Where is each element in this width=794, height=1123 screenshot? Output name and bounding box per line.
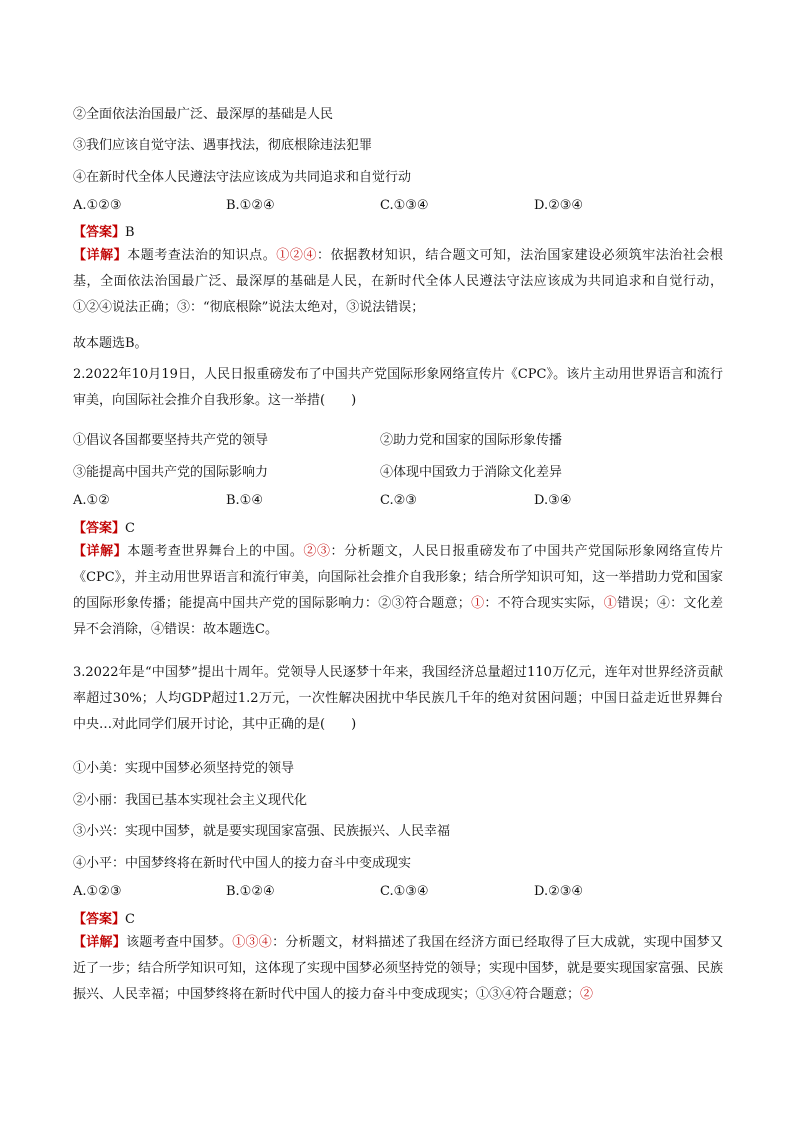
q1-option-a: A.①②③ bbox=[73, 198, 122, 213]
detail-label: 【详解】 bbox=[73, 544, 128, 559]
q1-option-c: C.①③④ bbox=[380, 198, 429, 213]
q3-statement-1: ①小美：实现中国梦必须坚持党的领导 bbox=[73, 761, 295, 776]
q1-answer bbox=[73, 221, 135, 240]
q3-option-c: C.①③④ bbox=[380, 884, 429, 899]
detail-text: ：分析题文，人民日报重磅发布了中国共产党国际形象网络宣传片《CPC》，并主动用世界语言和流行审美，向国际社会推介自我形象；结合所学知识可知，这一举措助力党和国家的国际形象传播；能提高中国共产党的国际影响力：②③符合题意； bbox=[73, 544, 723, 611]
q3-answer bbox=[73, 908, 135, 927]
q2-option-d: D.③④ bbox=[534, 493, 572, 508]
detail-text: ：依据教材知识，结合题文可知，法治国家建设必须筑牢法治社会根基，全面依法治国最广泛、最深厚的基础是人民，在新时代全体人民遵法守法应该成为共同追求和自觉行动，①②④说法正确；③：“彻底根除”说法太绝对，③说法错误； bbox=[73, 248, 723, 315]
detail-key: ①②④ bbox=[276, 248, 317, 263]
q1-statement-4: ④在新时代全体人民遵法守法应该成为共同追求和自觉行动 bbox=[73, 170, 412, 185]
detail-key-3: ① bbox=[603, 596, 618, 611]
detail-lead: 该题考查中国梦。 bbox=[126, 935, 233, 950]
q1-statement-3: ③我们应该自觉守法、遇事找法，彻底根除违法犯罪 bbox=[73, 138, 373, 153]
detail-text: ：分析题文，材料描述了我国在经济方面已经取得了巨大成就，实现中国梦又近了一步；结合所学知识可知，这体现了实现中国梦必须坚持党的领导；实现中国梦，就是要实现国家富强、民族振兴、人民幸福；中国梦终将在新时代中国人的接力奋斗中变成现实；①③④符合题意； bbox=[73, 935, 724, 1002]
q2-statement-1: ①倡议各国都要坚持共产党的领导 bbox=[73, 433, 269, 448]
q3-statement-2: ②小丽：我国已基本实现社会主义现代化 bbox=[73, 793, 308, 808]
answer-label: 【答案】 bbox=[73, 225, 126, 240]
detail-label: 【详解】 bbox=[73, 935, 127, 950]
q3-option-d: D.②③④ bbox=[534, 884, 584, 899]
detail-key-2: ② bbox=[580, 987, 594, 1002]
detail-key: ①③④ bbox=[232, 935, 273, 950]
detail-text-2: ：不符合现实实际， bbox=[484, 596, 604, 611]
q2-answer bbox=[73, 517, 135, 536]
q2-option-a: A.①② bbox=[73, 493, 110, 508]
q2-detail bbox=[73, 539, 723, 643]
q2-option-b: B.①④ bbox=[226, 493, 263, 508]
q2-option-c: C.②③ bbox=[380, 493, 417, 508]
q1-statement-2: ②全面依法治国最广泛、最深厚的基础是人民 bbox=[73, 107, 334, 122]
q3-option-a: A.①②③ bbox=[73, 884, 122, 899]
q3-statement-4: ④小平：中国梦终将在新时代中国人的接力奋斗中变成现实 bbox=[73, 856, 412, 871]
q3-stem: 3.2022年是“中国梦”提出十周年。党领导人民逐梦十年来，我国经济总量超过110万亿元，连年对世界经济贡献率超过30%；人均GDP超过1.2万元，一次性解决困扰中华民族几千年的绝对贫困问题；中国日益走近世界舞台中央…对此同学们展开讨论，其中正确的是( ) bbox=[73, 665, 723, 732]
detail-key-2: ① bbox=[470, 596, 485, 611]
q2-statement-4: ④体现中国致力于消除文化差异 bbox=[380, 465, 563, 480]
answer-value: C bbox=[125, 521, 135, 536]
q3-statement-3: ③小兴：实现中国梦，就是要实现国家富强、民族振兴、人民幸福 bbox=[73, 824, 451, 839]
q2-statement-2: ②助力党和国家的国际形象传播 bbox=[380, 433, 563, 448]
q2-statement-3: ③能提高中国共产党的国际影响力 bbox=[73, 465, 269, 480]
detail-text-3: 错误；④：文化差异不会消除，④错误：故本题选C。 bbox=[73, 596, 723, 637]
q1-option-d: D.②③④ bbox=[534, 198, 584, 213]
detail-lead: 本题考查法治的知识点。 bbox=[127, 248, 277, 263]
q1-option-b: B.①②④ bbox=[226, 198, 275, 213]
detail-label: 【详解】 bbox=[73, 248, 128, 263]
answer-label: 【答案】 bbox=[73, 912, 126, 927]
answer-label: 【答案】 bbox=[73, 521, 126, 536]
detail-lead: 本题考查世界舞台上的中国。 bbox=[127, 544, 304, 559]
detail-key: ②③ bbox=[303, 544, 331, 559]
q1-conclusion: 故本题选B。 bbox=[73, 336, 148, 351]
q3-detail bbox=[73, 930, 723, 1008]
answer-value: C bbox=[125, 912, 135, 927]
q3-option-b: B.①②④ bbox=[226, 884, 275, 899]
q2-stem: 2.2022年10月19日，人民日报重磅发布了中国共产党国际形象网络宣传片《CPC》。该片主动用世界语言和流行审美，向国际社会推介自我形象。这一举措( ) bbox=[73, 367, 723, 408]
q1-detail bbox=[73, 243, 723, 321]
answer-value: B bbox=[125, 225, 135, 240]
